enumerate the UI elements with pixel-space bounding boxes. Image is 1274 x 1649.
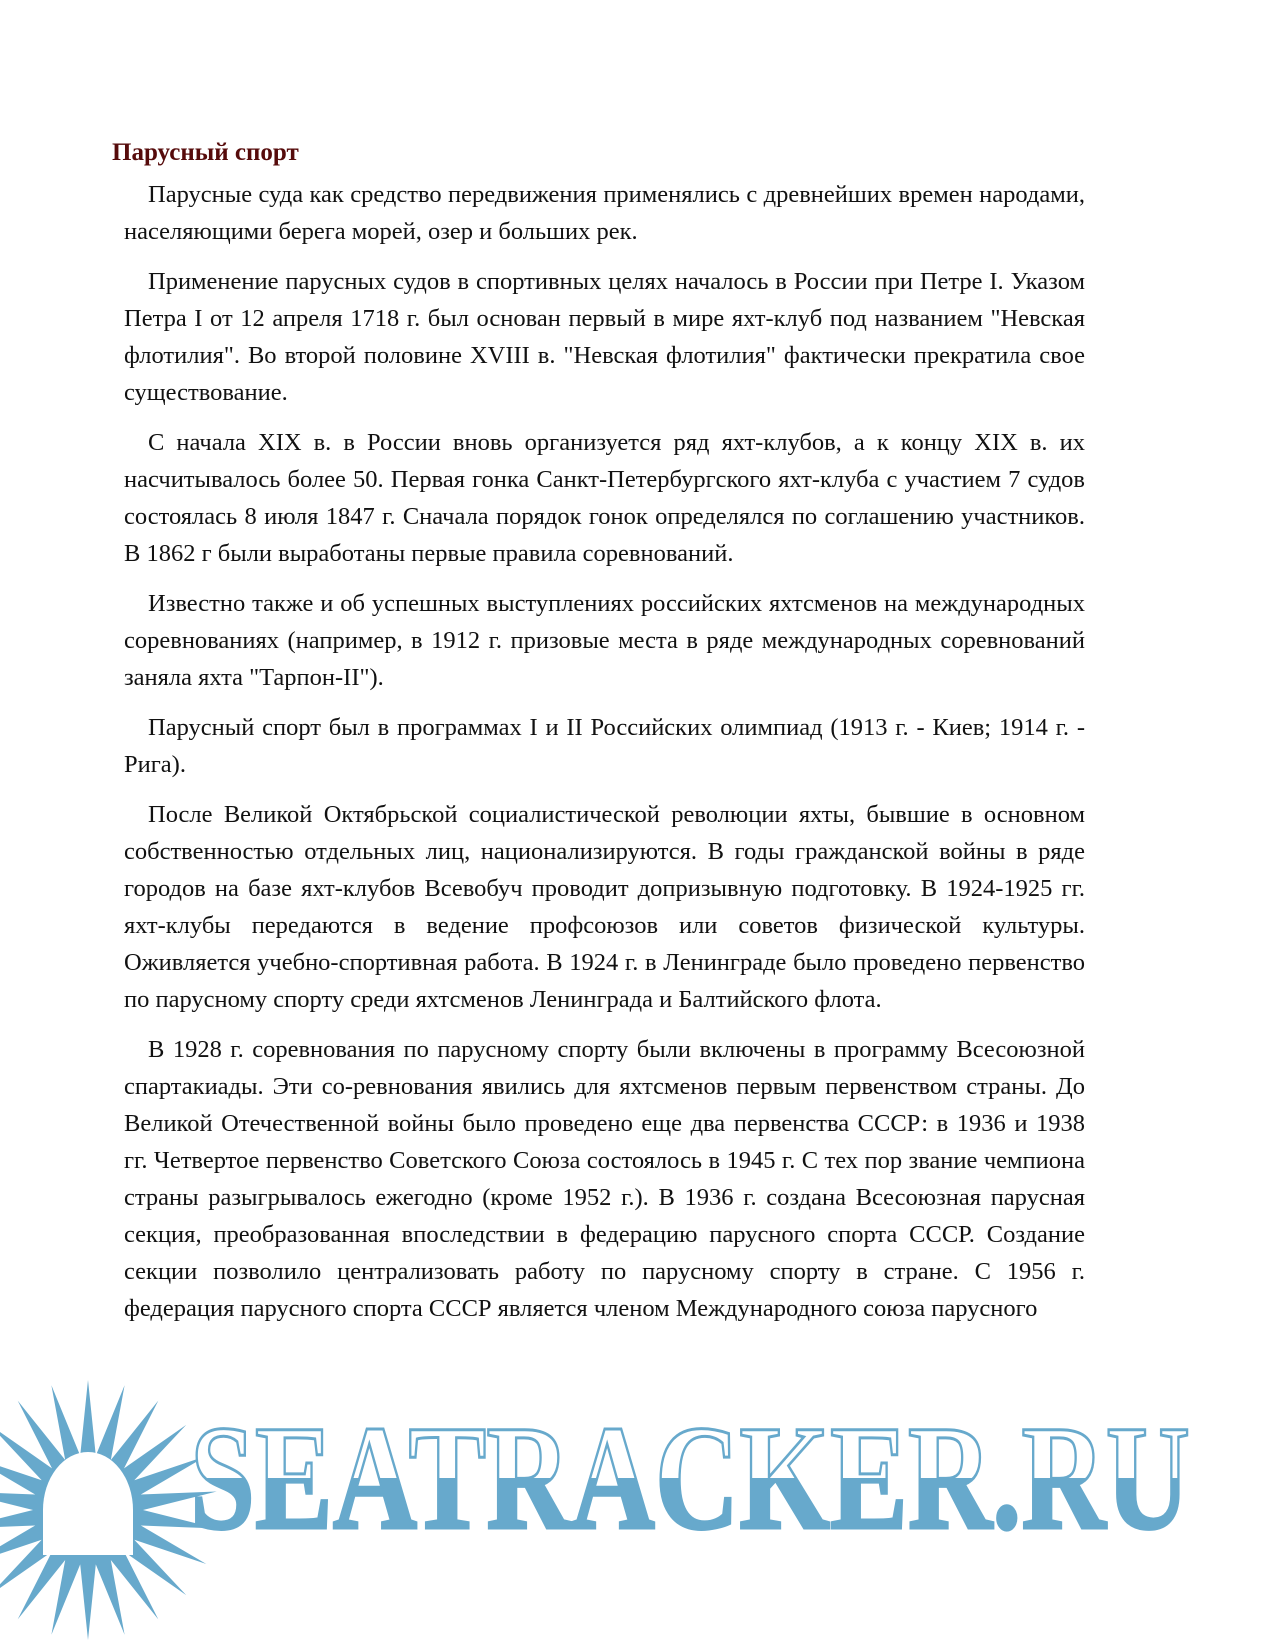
paragraph: После Великой Октябрьской социалистической революции яхты, бывшие в основном собственностью отдельных лиц, национализируются. В годы гражданской войны в ряде городов на базе яхт-клубов Всевобуч проводит допризывную подготовку. В 1924-1925 гг. яхт-клубы передаются в ведение профсоюзов или советов физической культуры. Оживляется учебно-спортивная работа. В 1924 г. в Ленинграде было проведено первенство по парусному спорту среди яхтсменов Ленинграда и Балтийского флота.	[124, 801, 1085, 1013]
watermark-text: SEATRACKER.RU	[190, 1395, 1190, 1561]
document-body	[112, 136, 1085, 1340]
paragraph: С начала XIX в. в России вновь организуется ряд яхт-клубов, а к концу XIX в. их насчитывалось более 50. Первая гонка Санкт-Петербургского яхт-клуба с участием 7 судов состоялась 8 июля 1847 г. Сначала порядок гонок определялся по соглашению участников. В 1862 г были выработаны первые правила соревнований.	[124, 429, 1085, 567]
paragraph: В 1928 г. соревнования по парусному спорту были включены в программу Всесоюзной спартакиады. Эти со-ревнования явились для яхтсменов первым первенством страны. До Великой Отечественной войны было проведено еще два первенства СССР: в 1936 и 1938 гг. Четвертое первенство Советского Союза состоялось в 1945 г. С тех пор звание чемпиона страны разыгрывалось ежегодно (кроме 1952 г.). В 1936 г. создана Всесоюзная парусная секция, преобразованная впоследствии в федерацию парусного спорта СССР. Создание секции позволило централизовать работу по парусному спорту в стране. С 1956 г. федерация парусного спорта СССР является членом Международного союза парусного	[124, 1036, 1085, 1322]
watermark	[0, 1380, 1274, 1649]
paragraph: Парусные суда как средство передвижения применялись с древнейших времен народами, населяющими берега морей, озер и больших рек.	[124, 181, 1085, 245]
paragraph: Парусный спорт был в программах I и II Российских олимпиад (1913 г. - Киев; 1914 г. - Рига).	[124, 714, 1085, 778]
paragraph: Применение парусных судов в спортивных целях началось в России при Петре I. Указом Петра I от 12 апреля 1718 г. был основан первый в мире яхт-клуб под названием "Невская флотилия". Во второй половине XVIII в. "Невская флотилия" фактически прекратила свое существование.	[124, 268, 1085, 406]
paragraph: Известно также и об успешных выступлениях российских яхтсменов на международных соревнованиях (например, в 1912 г. призовые места в ряде международных соревнований заняла яхта "Тарпон-II").	[124, 590, 1085, 691]
sun-icon	[0, 1380, 217, 1640]
page-title: Парусный спорт	[112, 139, 299, 166]
